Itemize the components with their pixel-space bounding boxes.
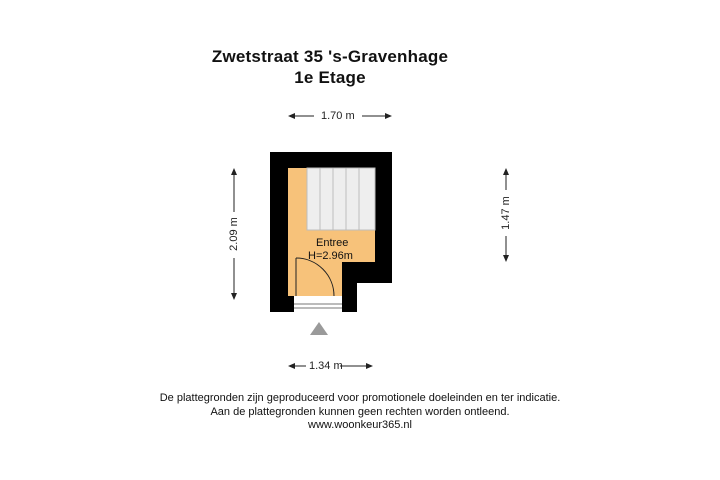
- stairs: [307, 168, 375, 230]
- dim-top-arrow-right: [385, 113, 392, 119]
- disclaimer-line-1: De plattegronden zijn geproduceerd voor promotionele doeleinden en ter indicatie.: [159, 392, 561, 404]
- dim-right-arrow-bottom: [503, 255, 509, 262]
- dim-right-arrow-top: [503, 168, 509, 175]
- dim-bottom-label: 1.34 m: [309, 360, 343, 372]
- website-link[interactable]: www.woonkeur365.nl: [308, 419, 412, 431]
- room-height: H=2.96m: [308, 250, 353, 262]
- floor-title: 1e Etage: [294, 68, 366, 87]
- dim-top-arrow-left: [288, 113, 295, 119]
- disclaimer: [0, 392, 720, 433]
- dim-bottom-arrow-left: [288, 363, 295, 369]
- disclaimer-line-2: Aan de plattegronden kunnen geen rechten worden ontleend.: [210, 405, 510, 418]
- dim-left-arrow-top: [231, 168, 237, 175]
- dim-left-arrow-bottom: [231, 293, 237, 300]
- dim-left-label: 2.09 m: [228, 217, 240, 251]
- room-name: Entree: [316, 237, 349, 249]
- address-title: Zwetstraat 35 's-Gravenhage: [211, 47, 449, 66]
- entry-arrow-icon: [310, 322, 328, 335]
- dim-right-label: 1.47 m: [500, 196, 512, 230]
- dim-top-label: 1.70 m: [321, 110, 355, 122]
- dim-bottom-arrow-right: [366, 363, 373, 369]
